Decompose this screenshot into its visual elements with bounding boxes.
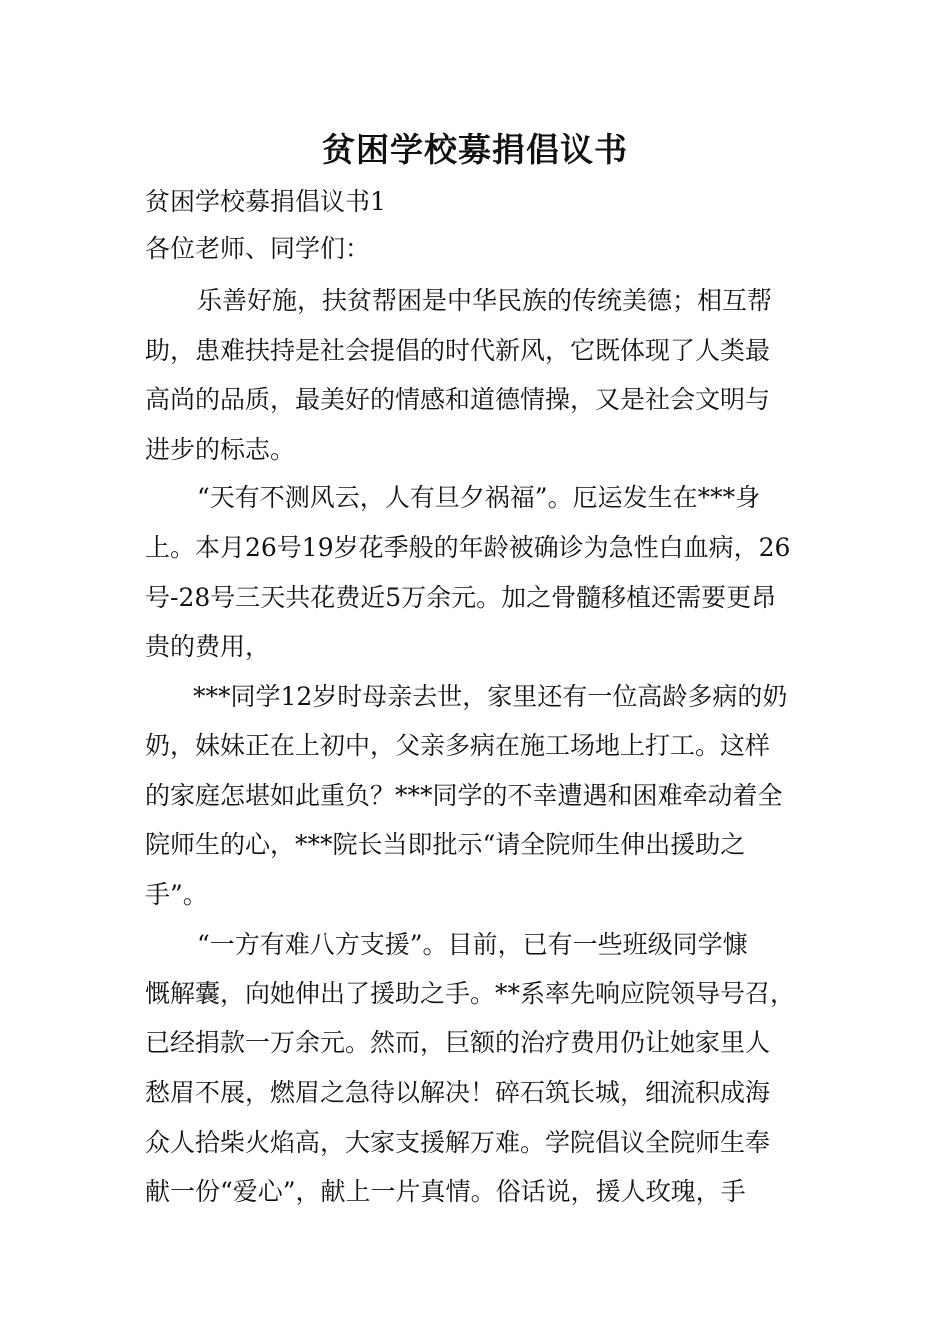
paragraph-3-line-4: 院师生的心，***院长当即批示“请全院师生伸出援助之	[145, 830, 746, 859]
paragraph-1-line-4: 进步的标志。	[145, 435, 296, 464]
paragraph-4-line-5: 众人拾柴火焰高，大家支援解万难。学院倡议全院师生奉	[145, 1128, 771, 1157]
paragraph-3-line-2: 奶，妹妹正在上初中，父亲多病在施工场地上打工。这样	[145, 731, 771, 760]
paragraph-4-line-6: 献一份“爱心”，献上一片真情。俗话说，援人玫瑰，手	[145, 1177, 746, 1206]
paragraph-2-line-3: 号-28号三天共花费近5万余元。加之骨髓移植还需要更昂	[145, 583, 777, 612]
paragraph-1-line-2: 助，患难扶持是社会提倡的时代新风，它既体现了人类最	[145, 336, 771, 365]
paragraph-2-line-2: 上。本月26号19岁花季般的年龄被确诊为急性白血病，26	[145, 533, 791, 562]
paragraph-2-line-4: 贵的费用，	[145, 632, 271, 661]
paragraph-4-line-1: “一方有难八方支援”。目前，已有一些班级同学慷	[197, 930, 748, 959]
paragraph-1-line-1: 乐善好施，扶贫帮困是中华民族的传统美德；相互帮	[197, 286, 773, 315]
paragraph-1-line-3: 高尚的品质，最美好的情感和道德情操，又是社会文明与	[145, 385, 771, 414]
paragraph-4-line-2: 慨解囊，向她伸出了援助之手。**系率先响应院领导号召，	[145, 979, 796, 1008]
paragraph-4-line-3: 已经捐款一万余元。然而，巨额的治疗费用仍让她家里人	[145, 1028, 771, 1057]
paragraph-3-line-1: ***同学12岁时母亲去世，家里还有一位高龄多病的奶	[193, 682, 788, 711]
paragraph-2-line-1: “天有不测风云，人有旦夕祸福”。厄运发生在***身	[197, 483, 761, 512]
paragraph-3-line-5: 手”。	[145, 880, 208, 909]
salutation: 各位老师、同学们：	[145, 234, 371, 263]
document-title: 贫困学校募捐倡议书	[322, 130, 628, 169]
paragraph-3-line-3: 的家庭怎堪如此重负？***同学的不幸遭遇和困难牵动着全	[145, 781, 783, 810]
paragraph-4-line-4: 愁眉不展，燃眉之急待以解决！碎石筑长城，细流积成海	[145, 1078, 771, 1107]
document-subtitle: 贫困学校募捐倡议书1	[145, 187, 386, 216]
